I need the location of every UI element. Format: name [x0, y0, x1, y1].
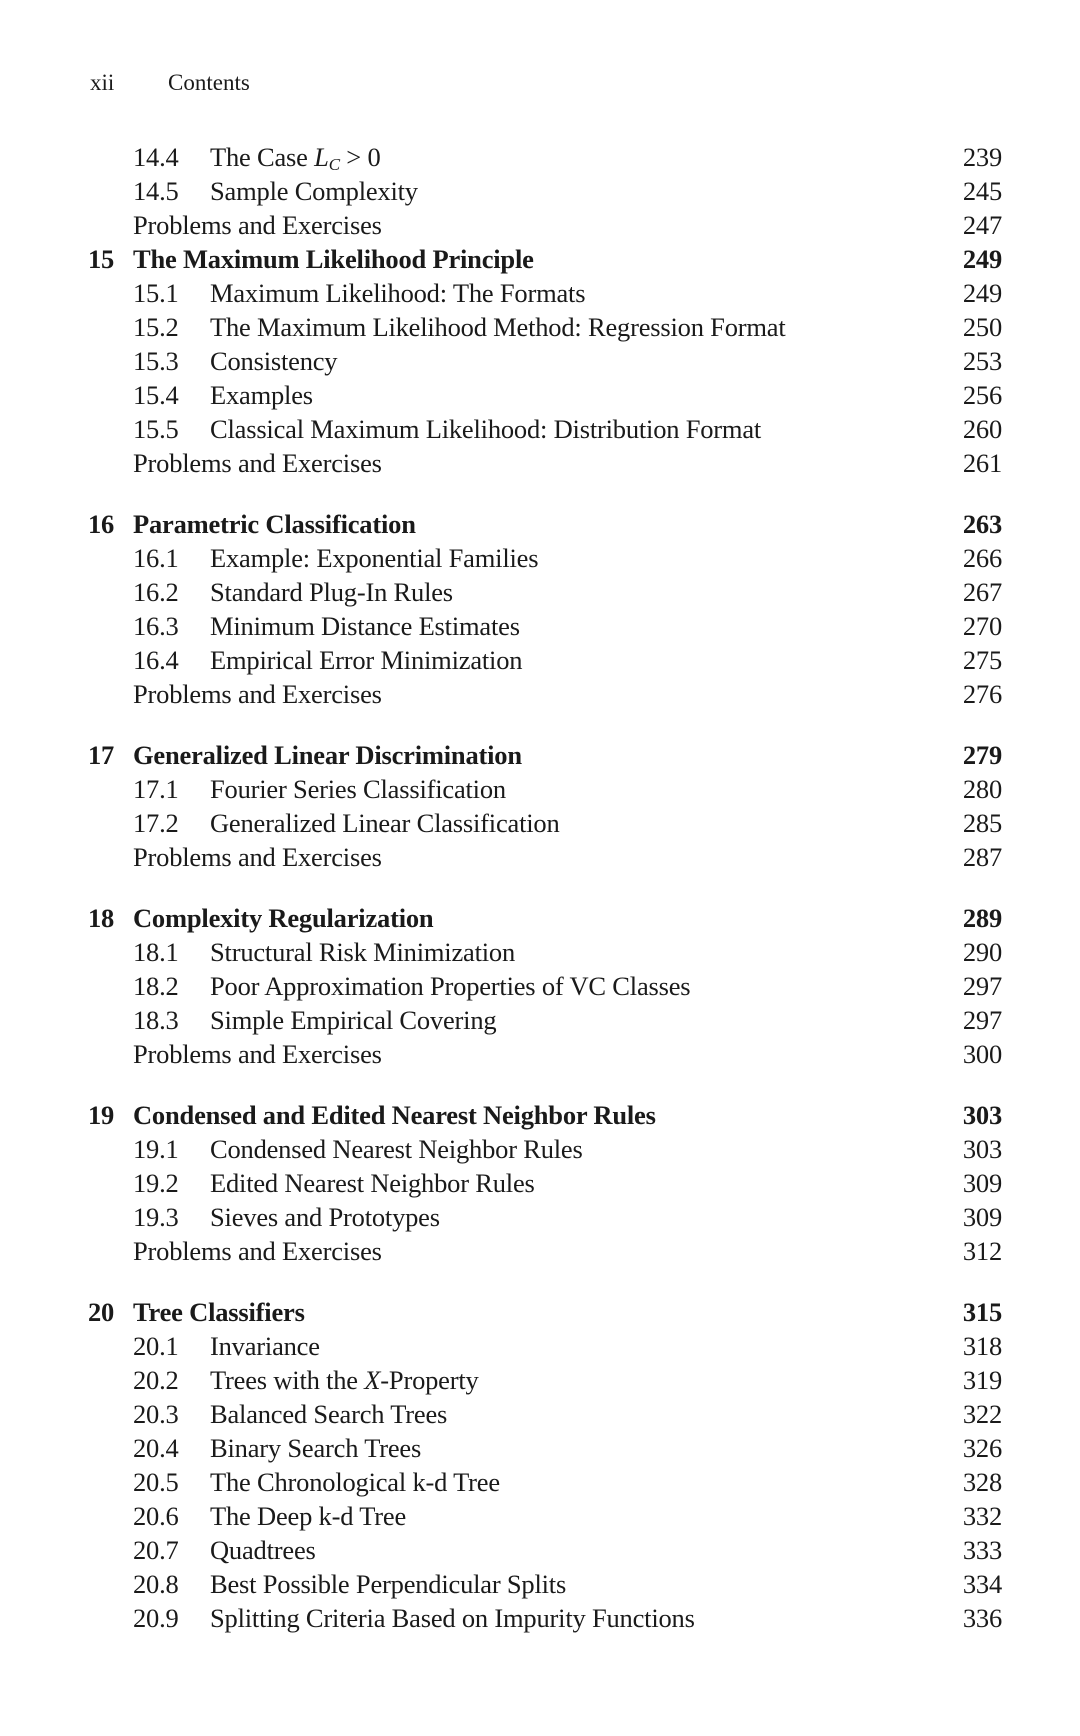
page-number: 326 [962, 1433, 1002, 1463]
section-number: 18.1 [133, 937, 179, 967]
toc-section-row[interactable] [88, 1200, 1002, 1234]
page-number: 266 [962, 543, 1002, 573]
section-number: 18.3 [133, 1005, 179, 1035]
chapter-title: Tree Classifiers [133, 1297, 305, 1327]
section-title: Generalized Linear Classification [210, 808, 560, 838]
chapter-title: Parametric Classification [133, 509, 416, 539]
page-number: 253 [962, 346, 1002, 376]
toc-section-row[interactable] [88, 575, 1002, 609]
problems-title: Problems and Exercises [133, 679, 382, 709]
section-title: Sample Complexity [210, 176, 418, 206]
section-number: 20.8 [133, 1569, 179, 1599]
problems-title: Problems and Exercises [133, 1039, 382, 1069]
toc-section-row[interactable] [88, 1003, 1002, 1037]
page-number: 263 [962, 509, 1002, 539]
section-title: Balanced Search Trees [210, 1399, 448, 1429]
section-number: 15.5 [133, 414, 179, 444]
chapter-15 [88, 242, 1002, 480]
section-number: 14.5 [133, 176, 179, 206]
page-number: 260 [962, 414, 1002, 444]
section-number: 20.2 [133, 1365, 179, 1395]
page-number: 303 [962, 1134, 1002, 1164]
page-number: 318 [962, 1331, 1002, 1361]
chapter-18 [88, 901, 1002, 1071]
page-number: 245 [962, 176, 1002, 206]
section-number: 20.1 [133, 1331, 179, 1361]
math-subscript-C: C [328, 155, 340, 174]
math-L: L [314, 142, 329, 172]
section-title: Empirical Error Minimization [210, 645, 523, 675]
page-number: 328 [962, 1467, 1002, 1497]
section-number: 17.1 [133, 774, 179, 804]
section-number: 19.3 [133, 1202, 179, 1232]
section-number: 19.1 [133, 1134, 179, 1164]
toc-section-row[interactable] [88, 1601, 1002, 1635]
toc-section-row[interactable] [88, 1431, 1002, 1465]
page-number: 297 [962, 971, 1002, 1001]
toc-section-row[interactable] [88, 1166, 1002, 1200]
page-number: 276 [962, 679, 1002, 709]
problems-title: Problems and Exercises [133, 842, 382, 872]
section-number: 15.3 [133, 346, 179, 376]
section-title: Classical Maximum Likelihood: Distribution Format [210, 414, 762, 444]
section-number: 16.3 [133, 611, 179, 641]
section-number: 15.2 [133, 312, 179, 342]
chapter-title: The Maximum Likelihood Principle [133, 244, 534, 274]
section-title: The Chronological k-d Tree [210, 1467, 500, 1497]
toc-chapter-row[interactable] [88, 738, 1002, 772]
section-title: Quadtrees [210, 1535, 316, 1565]
toc-section-row[interactable] [88, 1465, 1002, 1499]
section-title: The Deep k-d Tree [210, 1501, 407, 1531]
section-title: The Case $L_C > 0$ [210, 142, 381, 174]
page-number: 332 [962, 1501, 1002, 1531]
page-number: 290 [962, 937, 1002, 967]
page-number: 312 [962, 1236, 1002, 1266]
toc-chapter-row[interactable] [88, 901, 1002, 935]
toc-section-row[interactable] [88, 772, 1002, 806]
page-number: 309 [962, 1168, 1002, 1198]
chapter-number: 18 [88, 903, 115, 933]
toc-problems-row[interactable] [88, 208, 1002, 242]
section-title: Splitting Criteria Based on Impurity Functions [210, 1603, 695, 1633]
page-number: 322 [962, 1399, 1002, 1429]
page-number: 275 [962, 645, 1002, 675]
toc-section-row[interactable] [88, 310, 1002, 344]
problems-title: Problems and Exercises [133, 1236, 382, 1266]
page-number: 319 [962, 1365, 1002, 1395]
page-folio: xii [90, 70, 115, 95]
toc-section-row[interactable] [88, 1533, 1002, 1567]
section-title: Minimum Distance Estimates [210, 611, 520, 641]
toc-section-row[interactable] [88, 276, 1002, 310]
page-number: 256 [962, 380, 1002, 410]
chapter-16 [88, 507, 1002, 711]
toc-section-row[interactable] [88, 969, 1002, 1003]
section-title: Simple Empirical Covering [210, 1005, 497, 1035]
section-number: 14.4 [133, 142, 179, 172]
page-number: 280 [962, 774, 1002, 804]
page-number: 315 [962, 1297, 1002, 1327]
toc-section-row[interactable] [88, 1499, 1002, 1533]
problems-title: Problems and Exercises [133, 210, 382, 240]
chapter-title: Condensed and Edited Nearest Neighbor Rules [133, 1100, 656, 1130]
chapter-number: 20 [88, 1297, 115, 1327]
chapter-number: 19 [88, 1100, 115, 1130]
page-number: 279 [962, 740, 1002, 770]
page-number: 285 [962, 808, 1002, 838]
toc-section-row[interactable] [88, 174, 1002, 208]
running-head-title: Contents [168, 70, 250, 95]
toc-chapter-row[interactable] [88, 507, 1002, 541]
toc-section-row[interactable] [88, 1397, 1002, 1431]
page-number: 336 [962, 1603, 1002, 1633]
page-number: 249 [962, 278, 1002, 308]
section-number: 16.1 [133, 543, 179, 573]
toc-section-row[interactable] [88, 806, 1002, 840]
section-number: 16.2 [133, 577, 179, 607]
page-number: 250 [962, 312, 1002, 342]
chapter-20 [88, 1295, 1002, 1635]
section-title: Fourier Series Classification [210, 774, 506, 804]
page-number: 249 [962, 244, 1002, 274]
section-number: 20.3 [133, 1399, 179, 1429]
section-title: Poor Approximation Properties of VC Classes [210, 971, 691, 1001]
section-title: Consistency [210, 346, 338, 376]
toc-chapter-row[interactable] [88, 1098, 1002, 1132]
math-X: X [364, 1365, 381, 1395]
toc-section-row[interactable] [88, 1329, 1002, 1363]
page-number: 303 [962, 1100, 1002, 1130]
section-number: 16.4 [133, 645, 179, 675]
section-number: 20.4 [133, 1433, 179, 1463]
section-title: Condensed Nearest Neighbor Rules [210, 1134, 583, 1164]
toc-problems-row[interactable] [88, 677, 1002, 711]
toc-section-row[interactable] [88, 1567, 1002, 1601]
section-title: Standard Plug-In Rules [210, 577, 453, 607]
page-number: 289 [962, 903, 1002, 933]
section-number: 18.2 [133, 971, 179, 1001]
section-title: Binary Search Trees [210, 1433, 422, 1463]
section-title: Edited Nearest Neighbor Rules [210, 1168, 535, 1198]
chapter-number: 15 [88, 244, 115, 274]
page-number: 287 [962, 842, 1002, 872]
section-title: Sieves and Prototypes [210, 1202, 440, 1232]
section-title: Structural Risk Minimization [210, 937, 516, 967]
chapter-title: Generalized Linear Discrimination [133, 740, 522, 770]
section-number: 17.2 [133, 808, 179, 838]
toc-chapter-row[interactable] [88, 1295, 1002, 1329]
section-number: 20.5 [133, 1467, 179, 1497]
toc-problems-row[interactable] [88, 1037, 1002, 1071]
toc-chapter-row[interactable] [88, 242, 1002, 276]
toc-section-row[interactable] [88, 1132, 1002, 1166]
page-number: 247 [962, 210, 1002, 240]
page-number: 309 [962, 1202, 1002, 1232]
page-number: 267 [962, 577, 1002, 607]
page-number: 270 [962, 611, 1002, 641]
section-number: 19.2 [133, 1168, 179, 1198]
toc-section-row[interactable] [88, 378, 1002, 412]
toc-problems-row[interactable] [88, 446, 1002, 480]
section-title: Examples [210, 380, 313, 410]
section-title: The Maximum Likelihood Method: Regression Format [210, 312, 786, 342]
chapter-17 [88, 738, 1002, 874]
chapter-title: Complexity Regularization [133, 903, 434, 933]
section-number: 20.6 [133, 1501, 179, 1531]
section-title: Invariance [210, 1331, 320, 1361]
section-number: 20.7 [133, 1535, 179, 1565]
running-head [90, 70, 250, 96]
section-title: Trees with the X-Property [210, 1365, 479, 1395]
toc-section-row[interactable] [88, 935, 1002, 969]
section-title: Example: Exponential Families [210, 543, 539, 573]
table-of-contents [88, 140, 1002, 1635]
toc-problems-row[interactable] [88, 840, 1002, 874]
section-number: 20.9 [133, 1603, 179, 1633]
chapter-14-continuation [88, 140, 1002, 242]
section-number: 15.4 [133, 380, 179, 410]
page-number: 300 [962, 1039, 1002, 1069]
page-number: 334 [962, 1569, 1002, 1599]
page-number: 297 [962, 1005, 1002, 1035]
toc-section-row[interactable] [88, 344, 1002, 378]
toc-section-row[interactable] [88, 609, 1002, 643]
toc-problems-row[interactable] [88, 1234, 1002, 1268]
page-number: 333 [962, 1535, 1002, 1565]
page-number: 261 [962, 448, 1002, 478]
toc-section-row[interactable] [88, 541, 1002, 575]
toc-section-row[interactable] [88, 140, 1002, 174]
toc-section-row[interactable] [88, 1363, 1002, 1397]
chapter-number: 17 [88, 740, 115, 770]
toc-section-row[interactable] [88, 412, 1002, 446]
problems-title: Problems and Exercises [133, 448, 382, 478]
chapter-19 [88, 1098, 1002, 1268]
section-number: 15.1 [133, 278, 179, 308]
section-title: Best Possible Perpendicular Splits [210, 1569, 567, 1599]
chapter-number: 16 [88, 509, 115, 539]
page-number: 239 [962, 142, 1002, 172]
toc-section-row[interactable] [88, 643, 1002, 677]
section-title: Maximum Likelihood: The Formats [210, 278, 586, 308]
